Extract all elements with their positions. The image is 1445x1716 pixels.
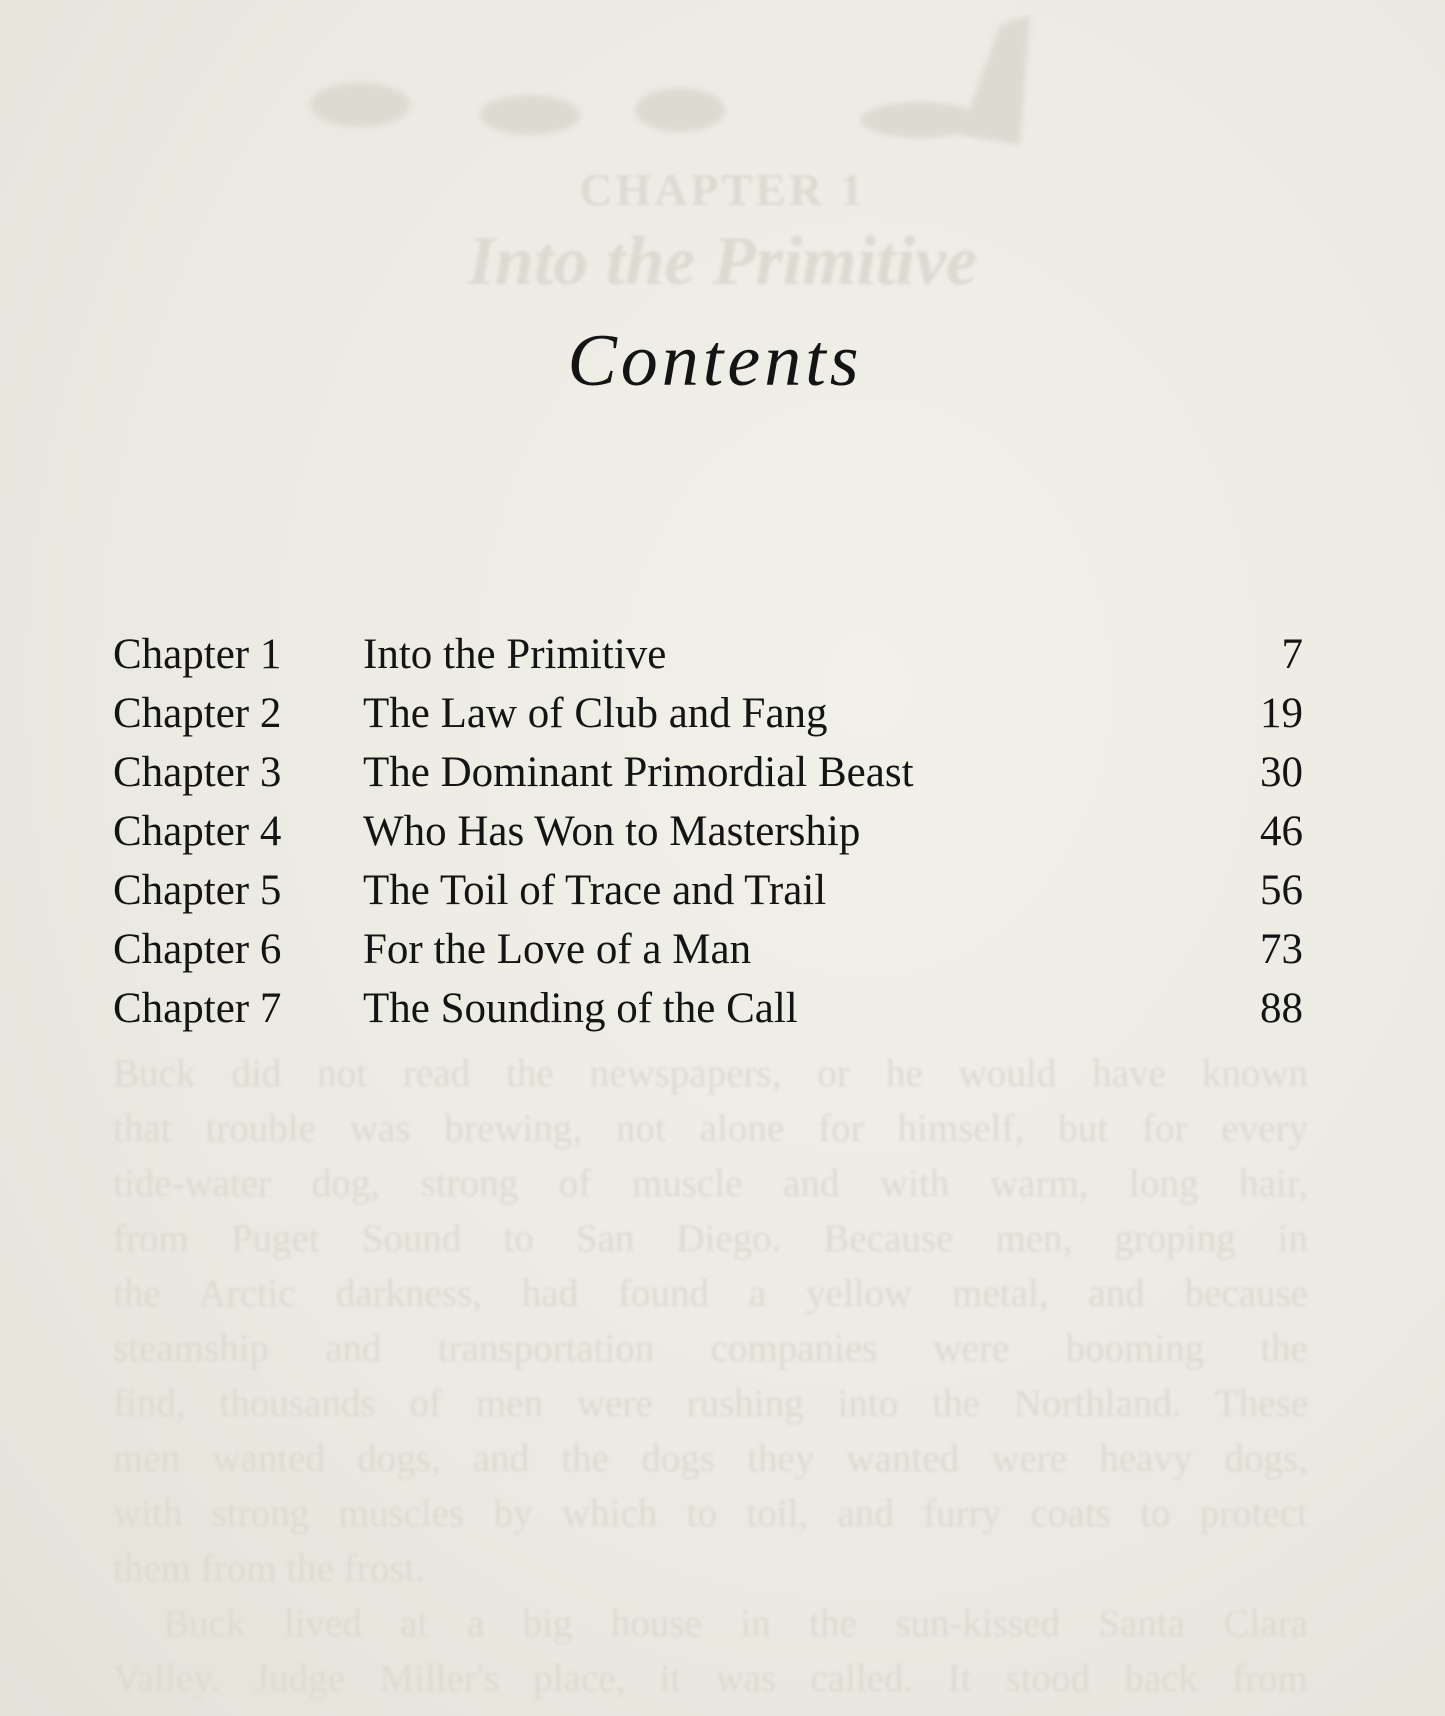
toc-chapter-title: The Sounding of the Call — [363, 985, 798, 1032]
toc-chapter-title: The Law of Club and Fang — [363, 690, 828, 737]
show-through-line: Buck did not read the newspapers, or he would have known — [113, 1052, 1308, 1095]
toc-chapter-label: Chapter 7 — [113, 985, 282, 1032]
toc-chapter-label: Chapter 4 — [113, 808, 282, 855]
show-through-line: the Arctic darkness, had found a yellow metal, and because — [113, 1272, 1308, 1315]
toc-row — [113, 684, 1303, 743]
toc-chapter-title: For the Love of a Man — [363, 926, 752, 973]
show-through-line: find, thousands of men were rushing into the Northland. These — [113, 1382, 1308, 1425]
show-through-line: Buck lived at a big house in the sun-kissed Santa Clara — [163, 1602, 1308, 1645]
page-title: Contents — [567, 320, 863, 402]
toc-chapter-label: Chapter 5 — [113, 867, 282, 914]
table-of-contents — [113, 625, 1303, 1038]
toc-page-number: 7 — [1281, 631, 1303, 678]
show-through-chapter-label: CHAPTER 1 — [579, 164, 866, 215]
show-through-chapter-title: Into the Primitive — [467, 223, 978, 300]
toc-row — [113, 625, 1303, 684]
toc-chapter-title: The Toil of Trace and Trail — [363, 867, 827, 914]
show-through-line: steamship and transportation companies were booming the — [113, 1327, 1308, 1370]
show-through-line: tide-water dog, strong of muscle and with warm, long hair, — [113, 1162, 1308, 1205]
show-through-line: from Puget Sound to San Diego. Because men, groping in — [113, 1217, 1308, 1260]
show-through-line: them from the frost. — [113, 1547, 425, 1590]
show-through-line: Valley. Judge Miller's place, it was called. It stood back from — [113, 1657, 1308, 1700]
toc-row — [113, 979, 1303, 1038]
toc-chapter-label: Chapter 3 — [113, 749, 282, 796]
show-through-illustration — [300, 15, 1120, 155]
toc-chapter-label: Chapter 6 — [113, 926, 282, 973]
toc-row — [113, 802, 1303, 861]
toc-chapter-title: Who Has Won to Mastership — [363, 808, 861, 855]
show-through-line: men wanted dogs, and the dogs they wanted were heavy dogs, — [113, 1437, 1308, 1480]
toc-page-number: 46 — [1260, 808, 1303, 855]
show-through-body — [113, 1046, 1308, 1706]
toc-row — [113, 861, 1303, 920]
toc-page-number: 88 — [1260, 985, 1303, 1032]
toc-page-number: 30 — [1260, 749, 1303, 796]
toc-page-number: 56 — [1260, 867, 1303, 914]
show-through-line: that trouble was brewing, not alone for himself, but for every — [113, 1107, 1308, 1150]
toc-chapter-title: Into the Primitive — [363, 631, 667, 678]
toc-chapter-title: The Dominant Primordial Beast — [363, 749, 914, 796]
toc-row — [113, 743, 1303, 802]
toc-chapter-label: Chapter 2 — [113, 690, 282, 737]
toc-row — [113, 920, 1303, 979]
toc-chapter-label: Chapter 1 — [113, 631, 282, 678]
toc-page-number: 73 — [1260, 926, 1303, 973]
toc-page-number: 19 — [1260, 690, 1303, 737]
show-through-line: with strong muscles by which to toil, and furry coats to protect — [113, 1492, 1308, 1535]
